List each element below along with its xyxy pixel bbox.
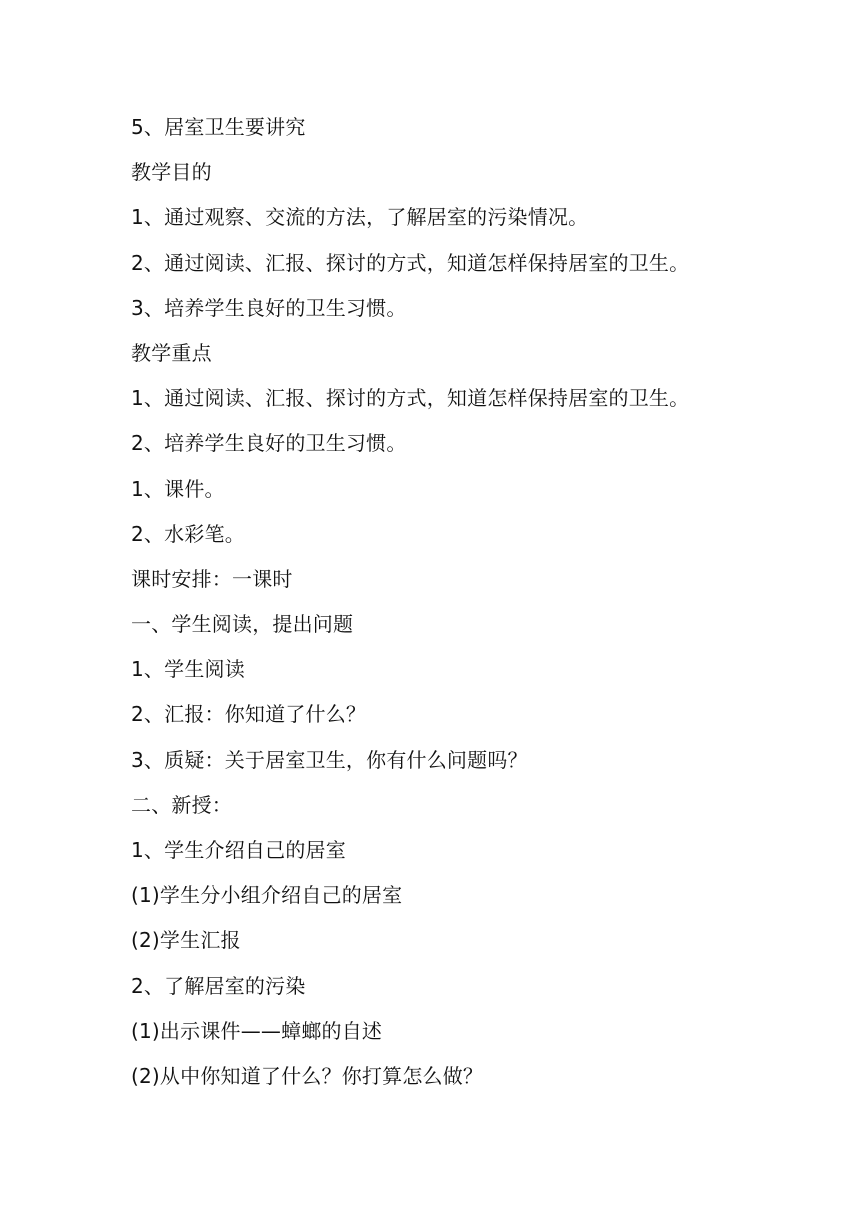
sub-step-item: (2)学生汇报 [131, 928, 241, 953]
schedule-line: 课时安排：一课时 [131, 566, 293, 591]
section-heading-objectives: 教学目的 [131, 160, 212, 185]
step-item: 1、学生阅读 [131, 657, 245, 682]
step-item: 2、汇报：你知道了什么？ [131, 702, 367, 727]
section-heading-key-points: 教学重点 [131, 340, 212, 365]
step-item: 2、了解居室的污染 [131, 973, 306, 998]
sub-step-item: (2)从中你知道了什么？你打算怎么做？ [131, 1063, 484, 1088]
document-body [131, 108, 791, 1102]
objective-item: 1、通过观察、交流的方法，了解居室的污染情况。 [131, 205, 589, 230]
section-heading-new-lesson: 二、新授： [131, 792, 232, 817]
lesson-title: 5、居室卫生要讲究 [131, 115, 306, 139]
key-point-item: 1、通过阅读、汇报、探讨的方式，知道怎样保持居室的卫生。 [131, 386, 690, 411]
step-item: 1、学生介绍自己的居室 [131, 838, 346, 862]
sub-step-item: (1)出示课件——蟑螂的自述 [131, 1018, 383, 1043]
step-item: 3、质疑：关于居室卫生，你有什么问题吗？ [131, 747, 528, 772]
objective-item: 3、培养学生良好的卫生习惯。 [131, 295, 407, 320]
key-point-item: 2、培养学生良好的卫生习惯。 [131, 431, 407, 456]
material-item: 2、水彩笔。 [131, 521, 245, 546]
material-item: 1、课件。 [131, 476, 225, 501]
sub-step-item: (1)学生分小组介绍自己的居室 [131, 883, 403, 908]
section-heading-reading: 一、学生阅读，提出问题 [131, 612, 354, 637]
objective-item: 2、通过阅读、汇报、探讨的方式，知道怎样保持居室的卫生。 [131, 250, 690, 275]
